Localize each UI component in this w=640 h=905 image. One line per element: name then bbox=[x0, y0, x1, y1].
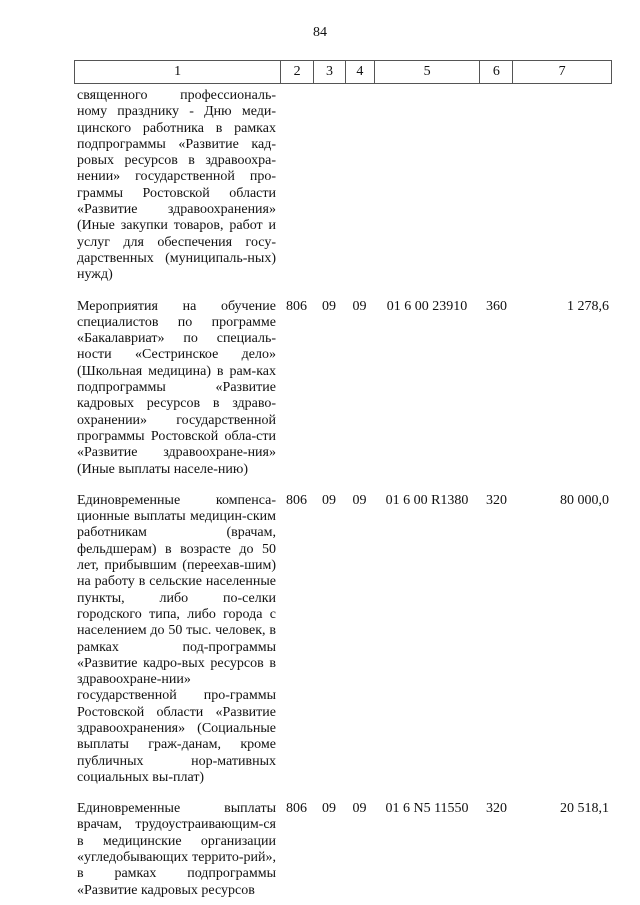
table-row bbox=[74, 88, 612, 284]
budget-table-body bbox=[74, 88, 612, 899]
table-row bbox=[74, 801, 612, 899]
amount-value: 20 518,1 bbox=[560, 801, 609, 817]
header-cell-3: 3 bbox=[313, 61, 345, 83]
row-description: Единовременные выплаты врачам, трудоустраивающим-ся в медицинские организации «угледобывающих террито-рий», в рамках подпрограммы «Развитие кадровых ресурсов bbox=[77, 801, 276, 898]
amount-value: 1 278,6 bbox=[567, 298, 609, 314]
row-description: Единовременные компенса-ционные выплаты медицин-ским работникам (врачам, фельдшерам) в возрасте до 50 лет, прибывшим (переехав-шим) на работу в сельские населенные пункты, либо по-селки городского типа, либо города с населением до 50 тыс. человек, в рамках под-программы «Развитие кадро-вых ресурсов в здравоохране-нии» государственной про-граммы Ростовской области «Развитие здравоохранения» (Социальные выплаты граж-данам, кроме публичных нор-мативных социальных вы-плат) bbox=[77, 492, 276, 785]
header-cell-7: 7 bbox=[512, 61, 611, 83]
section-code: 09 bbox=[322, 492, 336, 508]
ministry-code: 806 bbox=[286, 801, 307, 817]
ministry-code: 806 bbox=[286, 492, 307, 508]
page-number: 84 bbox=[313, 25, 327, 40]
expense-type-code: 360 bbox=[486, 298, 507, 314]
row-description: Мероприятия на обучение специалистов по программе «Бакалавриат» по специаль-ности «Сестринское дело» (Школьная медицина) в рам-ках подпрограммы «Развитие кадровых ресурсов в здраво-охранении» государственной программы Ростовской обла-сти «Развитие здравоохране-ния» (Иные выплаты населе-нию) bbox=[77, 298, 276, 477]
row-description: священного профессиональ-ному празднику - Дню меди-цинского работника в рамках подпрограммы «Развитие кад-ровых ресурсов в здравоохра-нении» государственной про-граммы Ростовской области «Развитие здравоохранения» (Иные закупки товаров, работ и услуг для обеспечения госу-дарственных (муниципаль-ных) нужд) bbox=[77, 88, 276, 283]
amount-value: 80 000,0 bbox=[560, 492, 609, 508]
table-row bbox=[74, 299, 612, 478]
header-cell-5: 5 bbox=[374, 61, 480, 83]
subsection-code: 09 bbox=[352, 298, 367, 314]
table-row bbox=[74, 493, 612, 786]
header-cell-4: 4 bbox=[345, 61, 374, 83]
expense-type-code: 320 bbox=[486, 492, 507, 508]
section-code: 09 bbox=[322, 298, 336, 314]
header-cell-1: 1 bbox=[174, 64, 182, 79]
target-article-code: 01 6 N5 11550 bbox=[385, 801, 469, 817]
target-article-code: 01 6 00 23910 bbox=[386, 298, 468, 314]
header-cell-6: 6 bbox=[479, 61, 512, 83]
ministry-code: 806 bbox=[286, 298, 307, 314]
table-header bbox=[74, 60, 612, 84]
subsection-code: 09 bbox=[352, 492, 367, 508]
section-code: 09 bbox=[322, 801, 336, 817]
header-cell-2: 2 bbox=[280, 61, 313, 83]
subsection-code: 09 bbox=[352, 801, 367, 817]
expense-type-code: 320 bbox=[486, 801, 507, 817]
target-article-code: 01 6 00 R1380 bbox=[385, 492, 469, 508]
